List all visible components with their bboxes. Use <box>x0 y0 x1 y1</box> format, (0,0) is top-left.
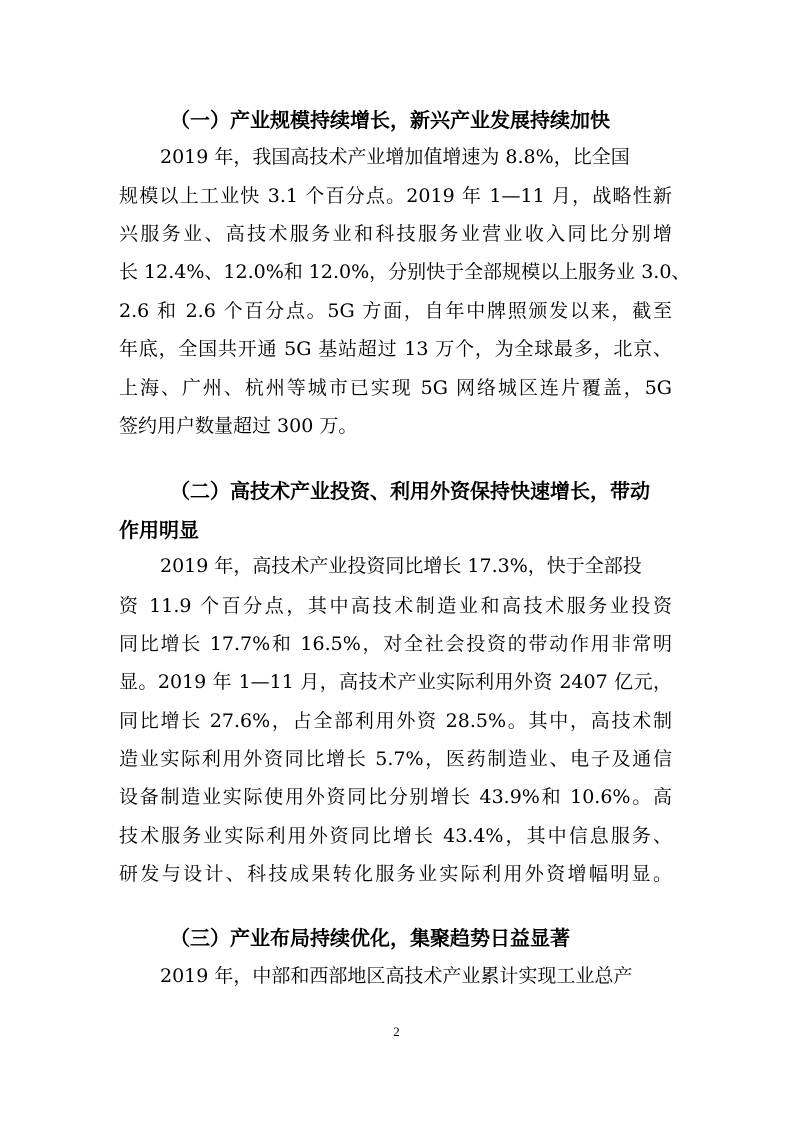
paragraph-line: 2.6 和 2.6 个百分点。5G 方面，自年中牌照颁发以来，截至 <box>119 300 672 322</box>
paragraph-line: 上海、广州、杭州等城市已实现 5G 网络城区连片覆盖，5G <box>119 377 672 399</box>
paragraph-line: 长 12.4%、12.0%和 12.0%，分别快于全部规模以上服务业 3.0、 <box>119 261 691 283</box>
section-2-heading-cont: 作用明显 <box>119 518 199 542</box>
paragraph-line: 资 11.9 个百分点，其中高技术制造业和高技术服务业投资 <box>119 595 672 617</box>
paragraph-line: 研发与设计、科技成果转化服务业实际利用外资增幅明显。 <box>119 863 672 885</box>
paragraph-line: 设备制造业实际使用外资同比分别增长 43.9%和 10.6%。高 <box>119 786 672 808</box>
paragraph-line: 2019 年，高技术产业投资同比增长 17.3%，快于全部投 <box>160 555 642 577</box>
page-number: 2 <box>393 1024 400 1039</box>
section-2-heading: （二）高技术产业投资、利用外资保持快速增长，带动 <box>170 479 650 503</box>
paragraph-line: 2019 年，我国高技术产业增加值增速为 8.8%，比全国 <box>160 146 630 168</box>
paragraph-line: 同比增长 27.6%，占全部利用外资 28.5%。其中，高技术制 <box>119 710 672 732</box>
paragraph-line: 造业实际利用外资同比增长 5.7%，医药制造业、电子及通信 <box>119 748 672 770</box>
paragraph-line: 签约用户数量超过 300 万。 <box>119 415 358 437</box>
paragraph-line: 显。2019 年 1—11 月，高技术产业实际利用外资 2407 亿元， <box>119 671 672 693</box>
paragraph-line: 同比增长 17.7%和 16.5%，对全社会投资的带动作用非常明 <box>119 633 672 655</box>
paragraph-line: 技术服务业实际利用外资同比增长 43.4%，其中信息服务、 <box>119 825 672 847</box>
paragraph-line: 兴服务业、高技术服务业和科技服务业营业收入同比分别增 <box>119 223 672 245</box>
paragraph-line: 规模以上工业快 3.1 个百分点。2019 年 1—11 月，战略性新 <box>119 185 672 207</box>
section-1-heading: （一）产业规模持续增长，新兴产业发展持续加快 <box>170 108 610 132</box>
section-3-heading: （三）产业布局持续优化，集聚趋势日益显著 <box>170 926 570 950</box>
paragraph-line: 2019 年，中部和西部地区高技术产业累计实现工业总产 <box>160 965 633 987</box>
paragraph-line: 年底，全国共开通 5G 基站超过 13 万个，为全球最多，北京、 <box>119 338 672 360</box>
